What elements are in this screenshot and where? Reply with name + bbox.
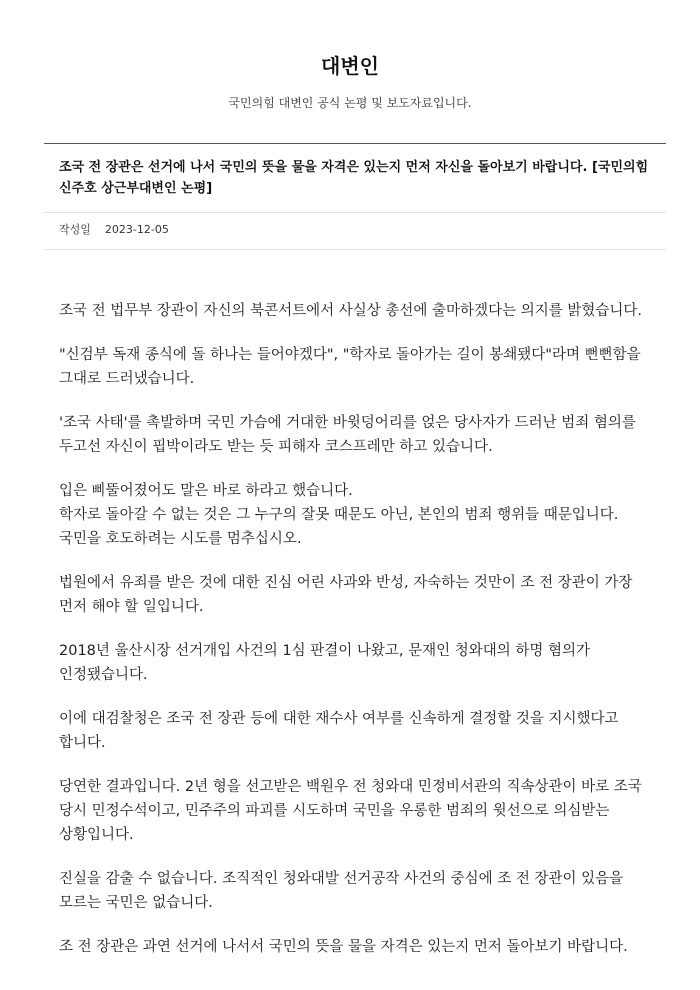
page-header <box>0 0 700 111</box>
body-paragraph-5: 법원에서 유죄를 받은 것에 대한 진심 어린 사과와 반성, 자숙하는 것만이 조 전 장관이 가장 먼저 해야 할 일입니다. <box>59 575 633 615</box>
body-paragraph-7: 이에 대검찰청은 조국 전 장관 등에 대한 재수사 여부를 신속하게 결정할 것을 지시했다고 합니다. <box>59 711 619 751</box>
post-body <box>59 299 655 979</box>
date-label: 작성일 <box>59 223 91 236</box>
body-paragraph-10: 조 전 장관은 과연 선거에 나서서 국민의 뜻을 물을 자격은 있는지 먼저 돌아보기 바랍니다. <box>59 939 628 955</box>
page-subtitle: 국민의힘 대변인 공식 논평 및 보도자료입니다. <box>228 96 472 110</box>
body-paragraph-8: 당연한 결과입니다. 2년 형을 선고받은 백원우 전 청와대 민정비서관의 직속상관이 바로 조국 당시 민정수석이고, 민주주의 파괴를 시도하며 국민을 우롱한 범죄의 윗선으로 의심받는 상황입니다. <box>59 779 642 843</box>
body-paragraph-3: '조국 사태'를 촉발하며 국민 가슴에 거대한 바윗덩어리를 얹은 당사자가 드러난 범죄 혐의를 두고선 자신이 핍박이라도 받는 듯 피해자 코스프레만 하고 있습니다. <box>59 415 636 455</box>
title-divider <box>44 212 666 213</box>
post-title: 조국 전 장관은 선거에 나서 국민의 뜻을 물을 자격은 있는지 먼저 자신을 돌아보기 바랍니다. [국민의힘 신주호 상근부대변인 논평] <box>59 160 649 196</box>
header-divider <box>44 143 666 144</box>
post-meta <box>59 222 169 238</box>
meta-divider <box>44 249 666 250</box>
post-date: 2023-12-05 <box>104 223 169 236</box>
body-paragraph-9: 진실을 감출 수 없습니다. 조직적인 청와대발 선거공작 사건의 중심에 조 전 장관이 있음을 모르는 국민은 없습니다. <box>59 871 624 911</box>
body-paragraph-1: 조국 전 법무부 장관이 자신의 북콘서트에서 사실상 총선에 출마하겠다는 의지를 밝혔습니다. <box>59 303 642 319</box>
page-title: 대변인 <box>321 54 379 78</box>
body-paragraph-4: 입은 삐뚤어졌어도 말은 바로 하라고 했습니다. 학자로 돌아갈 수 없는 것은 그 누구의 잘못 때문도 아닌, 본인의 범죄 행위들 때문입니다. 국민을 호도하려는 시도를 멈추십시오. <box>59 483 619 547</box>
body-paragraph-2: "신검부 독재 종식에 돌 하나는 들어야겠다", "학자로 돌아가는 길이 봉쇄됐다"라며 뻔뻔함을 그대로 드러냈습니다. <box>59 347 641 387</box>
body-paragraph-6: 2018년 울산시장 선거개입 사건의 1심 판결이 나왔고, 문재인 청와대의 하명 혐의가 인정됐습니다. <box>59 643 591 683</box>
